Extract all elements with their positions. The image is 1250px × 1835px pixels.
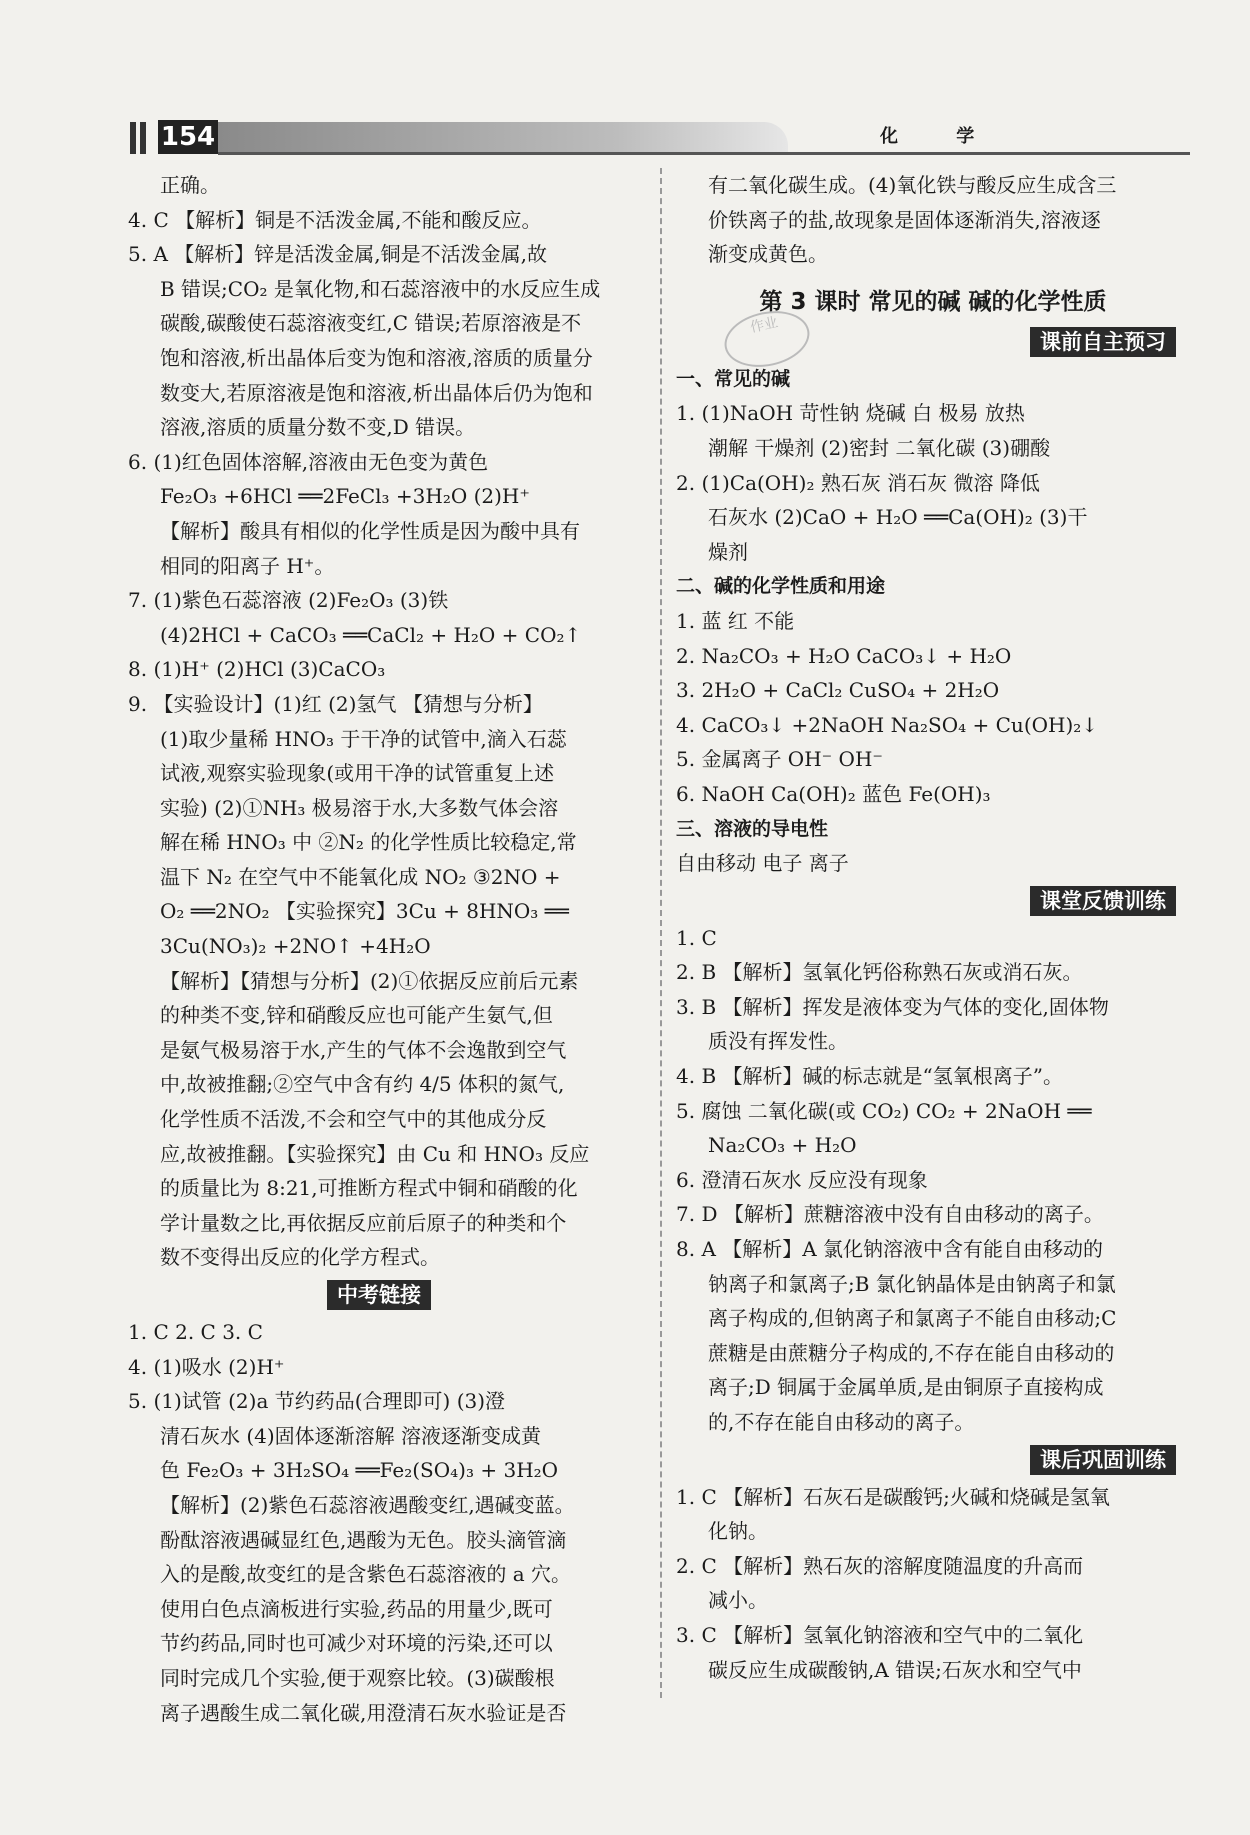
answer-line: 6. (1)红色固体溶解,溶液由无色变为黄色 <box>128 449 489 474</box>
header-bars-decoration <box>130 122 146 154</box>
answer-line: Fe₂O₃ +6HCl ══2FeCl₃ +3H₂O (2)H⁺ <box>160 484 530 509</box>
homework-stamp-logo: 作业 <box>719 303 814 374</box>
answer-line: 3. C 【解析】氢氧化钠溶液和空气中的二氧化 <box>676 1622 1084 1647</box>
right-answers-b <box>676 604 1190 812</box>
answer-line: 使用白色点滴板进行实验,药品的用量少,既可 <box>160 1596 553 1621</box>
answer-line: 渐变成黄色。 <box>708 242 828 267</box>
answer-line: 的种类不变,锌和硝酸反应也可能产生氨气,但 <box>160 1003 553 1028</box>
answer-line: 温下 N₂ 在空气中不能氧化成 NO₂ ③2NO + <box>160 864 561 889</box>
answer-line: 4. B 【解析】碱的标志就是“氢氧根离子”。 <box>676 1064 1063 1089</box>
answer-line: 清石灰水 (4)固体逐渐溶解 溶液逐渐变成黄 <box>160 1423 542 1448</box>
answer-line: 碳酸,碳酸使石蕊溶液变红,C 错误;若原溶液是不 <box>160 311 582 336</box>
answer-line: 9. 【实验设计】(1)红 (2)氢气 【猜想与分析】 <box>128 691 543 716</box>
answer-line: 【解析】(2)紫色石蕊溶液遇酸变红,遇碱变蓝。 <box>160 1492 575 1517</box>
answer-line: 学计量数之比,再依据反应前后原子的种类和个 <box>160 1210 567 1235</box>
answer-line: 【解析】酸具有相似的化学性质是因为酸中具有 <box>160 518 580 543</box>
answer-line: 的,不存在能自由移动的离子。 <box>708 1410 975 1434</box>
answer-line: 8. (1)H⁺ (2)HCl (3)CaCO₃ <box>128 657 386 682</box>
subject-title: 化 学 <box>880 126 1001 147</box>
answer-line: 2. C 【解析】熟石灰的溶解度随温度的升高而 <box>676 1553 1084 1578</box>
answer-line: 中,故被推翻;②空气中含有约 4/5 体积的氮气, <box>160 1072 565 1097</box>
right-answers-continued <box>676 168 1190 272</box>
section-banner-after-class <box>676 1440 1190 1480</box>
section-banner-preview <box>676 314 1190 362</box>
answer-line: 1. (1)NaOH 苛性钠 烧碱 白 极易 放热 <box>676 401 1025 426</box>
answer-line: 2. B 【解析】氢氧化钙俗称熟石灰或消石灰。 <box>676 960 1083 985</box>
answer-line: 入的是酸,故变红的是含紫色石蕊溶液的 a 穴。 <box>160 1562 571 1587</box>
answer-line: 3. B 【解析】挥发是液体变为气体的变化,固体物 <box>676 994 1109 1019</box>
header-rule <box>218 152 1190 155</box>
answer-line: 同时完成几个实验,便于观察比较。(3)碳酸根 <box>160 1665 555 1690</box>
answer-line: 相同的阳离子 H⁺。 <box>160 553 335 578</box>
answer-line: (1)取少量稀 HNO₃ 于干净的试管中,滴入石蕊 <box>160 726 567 751</box>
answer-line: 蔗糖是由蔗糖分子构成的,不存在能自由移动的 <box>708 1340 1115 1365</box>
right-column <box>676 168 1190 1687</box>
answer-line: 【解析】【猜想与分析】(2)①依据反应前后元素 <box>160 968 579 993</box>
answer-line: 1. C 2. C 3. C <box>128 1320 263 1344</box>
answer-line: 2. (1)Ca(OH)₂ 熟石灰 消石灰 微溶 降低 <box>676 470 1040 495</box>
answer-line: 正确。 <box>160 173 220 197</box>
answer-line: 7. D 【解析】蔗糖溶液中没有自由移动的离子。 <box>676 1202 1104 1227</box>
answer-line: 数不变得出反应的化学方程式。 <box>160 1245 440 1270</box>
section-banner-exam-link <box>128 1275 644 1315</box>
answer-line: 3Cu(NO₃)₂ +2NO↑ +4H₂O <box>160 934 431 959</box>
answer-line: 4. C 【解析】铜是不活泼金属,不能和酸反应。 <box>128 207 542 232</box>
answer-line: 溶液,溶质的质量分数不变,D 错误。 <box>160 415 476 440</box>
page-header <box>130 118 1190 158</box>
section-heading-common-bases: 一、常见的碱 <box>676 367 791 390</box>
answer-line: 7. (1)紫色石蕊溶液 (2)Fe₂O₃ (3)铁 <box>128 588 449 613</box>
lesson-title: 第 3 课时 常见的碱 碱的化学性质 <box>759 288 1107 315</box>
answer-line: 潮解 干燥剂 (2)密封 二氧化碳 (3)硼酸 <box>708 435 1051 460</box>
answer-line: 5. (1)试管 (2)a 节约药品(合理即可) (3)澄 <box>128 1389 506 1414</box>
answer-line: 价铁离子的盐,故现象是固体逐渐消失,溶液逐 <box>708 207 1101 232</box>
answer-line: 5. 腐蚀 二氧化碳(或 CO₂) CO₂ + 2NaOH ══ <box>676 1098 1092 1123</box>
answer-line: (4)2HCl + CaCO₃ ══CaCl₂ + H₂O + CO₂↑ <box>160 622 582 647</box>
answer-line: 石灰水 (2)CaO + H₂O ══Ca(OH)₂ (3)干 <box>708 505 1088 530</box>
answer-line: Na₂CO₃ + H₂O <box>708 1133 857 1158</box>
answer-line: 酚酞溶液遇碱显红色,遇酸为无色。胶头滴管滴 <box>160 1527 567 1552</box>
section-banner-classroom <box>676 881 1190 921</box>
answer-line: 1. C <box>676 925 717 950</box>
right-answers-a <box>676 396 1190 569</box>
answer-line: 8. A 【解析】A 氯化钠溶液中含有能自由移动的 <box>676 1237 1104 1262</box>
answer-line: 试液,观察实验现象(或用干净的试管重复上述 <box>160 761 555 786</box>
answer-line: 的质量比为 8:21,可推断方程式中铜和硝酸的化 <box>160 1176 578 1201</box>
answer-line: 色 Fe₂O₃ + 3H₂SO₄ ══Fe₂(SO₄)₃ + 3H₂O <box>160 1458 559 1483</box>
banner-label: 课后巩固训练 <box>1030 1445 1176 1475</box>
answer-line: 4. (1)吸水 (2)H⁺ <box>128 1354 285 1379</box>
answer-line: 5. A 【解析】锌是活泼金属,铜是不活泼金属,故 <box>128 242 547 267</box>
section-heading-base-properties: 二、碱的化学性质和用途 <box>676 575 886 598</box>
answer-line: 应,故被推翻。【实验探究】由 Cu 和 HNO₃ 反应 <box>160 1141 590 1166</box>
answer-line: 4. CaCO₃↓ +2NaOH Na₂SO₄ + Cu(OH)₂↓ <box>676 712 1099 737</box>
section-heading-conductivity: 三、溶液的导电性 <box>676 817 829 840</box>
answer-line: 碳反应生成碳酸钠,A 错误;石灰水和空气中 <box>708 1657 1082 1682</box>
answer-line: 6. NaOH Ca(OH)₂ 蓝色 Fe(OH)₃ <box>676 781 991 806</box>
answer-line: 减小。 <box>708 1588 768 1613</box>
right-answers-d <box>676 921 1190 1440</box>
answer-line: 质没有挥发性。 <box>708 1029 848 1054</box>
header-band-decoration <box>218 122 788 152</box>
banner-label: 课前自主预习 <box>1030 327 1176 357</box>
answer-line: 6. 澄清石灰水 反应没有现象 <box>676 1167 928 1192</box>
left-answers-part1 <box>128 168 644 1275</box>
answer-line: 钠离子和氯离子;B 氯化钠晶体是由钠离子和氯 <box>708 1271 1116 1296</box>
answer-line: 数变大,若原溶液是饱和溶液,析出晶体后仍为饱和 <box>160 380 593 405</box>
answer-line: 离子构成的,但钠离子和氯离子不能自由移动;C <box>708 1306 1117 1331</box>
answer-line: 实验) (2)①NH₃ 极易溶于水,大多数气体会溶 <box>160 795 559 820</box>
answer-line: 解在稀 HNO₃ 中 ②N₂ 的化学性质比较稳定,常 <box>160 830 577 855</box>
column-divider <box>660 168 662 1698</box>
answer-line: 3. 2H₂O + CaCl₂ CuSO₄ + 2H₂O <box>676 678 1000 703</box>
answer-line: 节约药品,同时也可减少对环境的污染,还可以 <box>160 1631 553 1656</box>
answer-line: 自由移动 电子 离子 <box>676 851 849 876</box>
answer-line: 2. Na₂CO₃ + H₂O CaCO₃↓ + H₂O <box>676 643 1012 668</box>
right-answers-e <box>676 1480 1190 1688</box>
answer-line: 1. C 【解析】石灰石是碳酸钙;火碱和烧碱是氢氧 <box>676 1484 1110 1509</box>
left-answers-part2 <box>128 1315 644 1730</box>
page-number: 154 <box>158 120 218 154</box>
answer-line: 是氨气极易溶于水,产生的气体不会逸散到空气 <box>160 1037 567 1062</box>
answer-line: 有二氧化碳生成。(4)氧化铁与酸反应生成含三 <box>708 173 1117 197</box>
answer-line: 5. 金属离子 OH⁻ OH⁻ <box>676 747 883 772</box>
answer-line: 化钠。 <box>708 1519 768 1544</box>
answer-line: 饱和溶液,析出晶体后变为饱和溶液,溶质的质量分 <box>160 345 593 370</box>
answer-line: 燥剂 <box>708 539 748 564</box>
answer-line: 1. 蓝 红 不能 <box>676 608 795 633</box>
banner-label: 中考链接 <box>327 1280 431 1310</box>
answer-line: O₂ ══2NO₂ 【实验探究】3Cu + 8HNO₃ ══ <box>160 899 569 924</box>
answer-line: 化学性质不活泼,不会和空气中的其他成分反 <box>160 1107 547 1132</box>
answer-line: 离子;D 铜属于金属单质,是由铜原子直接构成 <box>708 1375 1104 1400</box>
answer-line: B 错误;CO₂ 是氧化物,和石蕊溶液中的水反应生成 <box>160 276 601 301</box>
left-column <box>128 168 644 1730</box>
answer-line: 离子遇酸生成二氧化碳,用澄清石灰水验证是否 <box>160 1700 567 1725</box>
banner-label: 课堂反馈训练 <box>1030 886 1176 916</box>
